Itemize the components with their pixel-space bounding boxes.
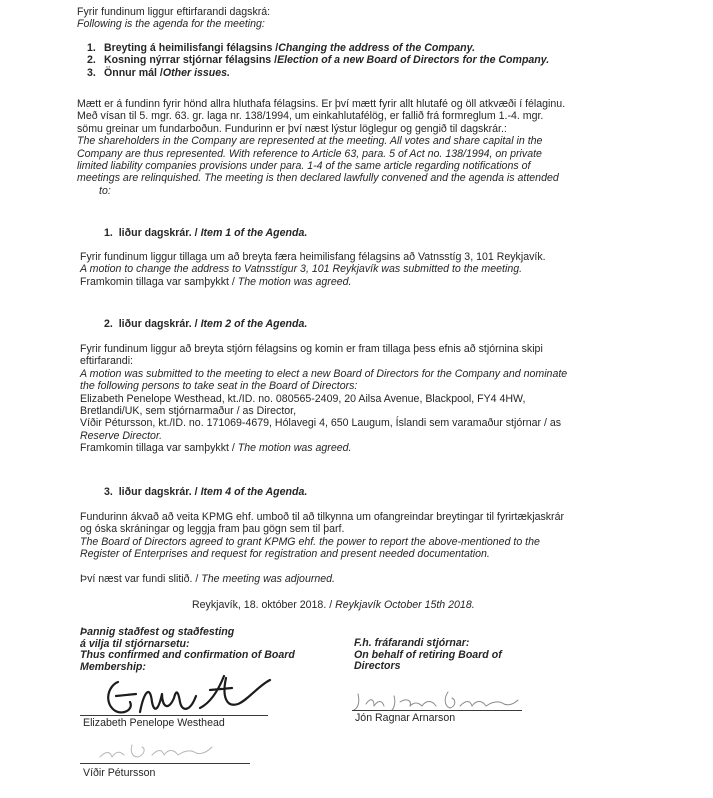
signature-heading-right bbox=[354, 638, 502, 673]
item-heading-number: 3. bbox=[104, 486, 113, 498]
date-line bbox=[192, 599, 475, 611]
signature-heading-line: Directors bbox=[354, 660, 401, 673]
item-heading-en: Item 1 of the Agenda. bbox=[200, 227, 308, 239]
agenda-item-title-is: Kosning nýrrar stjórnar félagsins / bbox=[104, 54, 278, 67]
signature-heading-line: Þannig staðfest og staðfesting bbox=[80, 626, 235, 638]
item-body-line: The Board of Directors agreed to grant KPMG ehf. the power to report the above-mentioned to the bbox=[80, 535, 540, 548]
date-en: Reykjavík October 15th 2018. bbox=[335, 599, 475, 611]
signature-heading-line: Membership: bbox=[80, 660, 146, 673]
attendance-line-en: limited liability companies provisions under para. 1-4 of the same article regarding notifications of bbox=[77, 160, 531, 173]
adjourned-line bbox=[80, 573, 335, 585]
signature-heading-line: á vilja til stjórnarsetu: bbox=[80, 637, 190, 650]
signer-name-bottom: Víðir Pétursson bbox=[83, 767, 156, 779]
item-body-line: Fyrir fundinum liggur að breyta stjórn félagsins og komin er fram tillaga þess efnis að stjórnina skipi bbox=[80, 343, 543, 355]
adjourned-is: Því næst var fundi slitið. / bbox=[80, 573, 202, 585]
agenda-item bbox=[87, 54, 549, 66]
item-result bbox=[80, 442, 640, 454]
item-body-line: Víðir Pétursson, kt./ID. no. 171069-4679, Hólavegi 4, 650 Laugum, Íslandi sem varamaður stjórnar / as bbox=[80, 417, 562, 430]
agenda-item-title-en: Changing the address of the Company. bbox=[278, 42, 476, 54]
attendance-line-en: The shareholders in the Company are represented at the meeting. All votes and share capital in the bbox=[77, 135, 543, 148]
item-heading-en: Item 4 of the Agenda. bbox=[200, 486, 308, 498]
item-heading-en: Item 2 of the Agenda. bbox=[200, 318, 308, 330]
signature-heading-line: Thus confirmed and confirmation of Board bbox=[80, 649, 295, 662]
item-body-line: Elizabeth Penelope Westhead, kt./ID. no. 080565-2409, 20 Ailsa Avenue, Blackpool, FY4 4HW, bbox=[80, 392, 526, 405]
signature-line-left bbox=[80, 715, 268, 716]
agenda-item-number: 2. bbox=[87, 54, 96, 67]
item-3-heading bbox=[104, 486, 307, 498]
item-result-is: Framkomin tillaga var samþykkt / bbox=[80, 275, 238, 288]
signature-heading-left bbox=[80, 627, 295, 673]
signer-name-right: Jón Ragnar Arnarson bbox=[355, 712, 456, 724]
item-heading-number: 1. bbox=[104, 227, 113, 239]
attendance-line-is: Mætt er á fundinn fyrir hönd allra hluthafa félagsins. Er því mætt fyrir allt hlutafé og öll atkvæði í félaginu. bbox=[77, 98, 566, 110]
agenda-item bbox=[87, 67, 549, 79]
item-body-line: eftirfarandi: bbox=[80, 355, 133, 368]
adjourned-en: The meeting was adjourned. bbox=[201, 573, 335, 585]
item-result-en: The motion was agreed. bbox=[237, 442, 352, 455]
agenda-item bbox=[87, 42, 549, 54]
item-body-line: A motion to change the address to Vatnsstígur 3, 101 Reykjavík was submitted to the meeting. bbox=[80, 263, 523, 276]
item-result bbox=[80, 276, 640, 288]
attendance-line-en: Company are thus represented. With reference to Article 63, para. 5 of Act no. 138/1994, on private bbox=[77, 147, 542, 160]
attendance-line-en: meetings are relinquished. The meeting is then declared lawfully convened and the agenda is attended bbox=[77, 172, 559, 185]
item-2-heading bbox=[104, 318, 307, 330]
item-heading-is: liður dagskrár. / bbox=[118, 318, 201, 330]
intro-text-is: Fyrir fundinum liggur eftirfarandi dagskrá: bbox=[77, 6, 271, 18]
attendance-line-is: sömu greinar um fundarboðun. Fundurinn er því næst lýstur löglegur og gengið til dagskrár.: bbox=[77, 122, 507, 135]
item-body-line: Fyrir fundinum liggur tillaga um að breyta færa heimilisfang félagsins að Vatnsstíg 3, 101 Reykjavík. bbox=[80, 251, 546, 263]
agenda-item-number: 3. bbox=[87, 66, 96, 79]
agenda-list bbox=[87, 42, 549, 79]
item-body-line: Reserve Director. bbox=[80, 429, 163, 442]
item-1-heading bbox=[104, 227, 307, 239]
attendance-paragraph bbox=[77, 98, 637, 197]
item-result-en: The motion was agreed. bbox=[237, 275, 352, 288]
item-1-body bbox=[80, 251, 640, 288]
signature-line-bottom bbox=[80, 763, 250, 764]
item-heading-is: liður dagskrár. / bbox=[118, 486, 201, 498]
item-body-line: Bretlandi/UK, sem stjórnarmaður / as Director, bbox=[80, 405, 297, 418]
item-body-line: Fundurinn ákvað að veita KPMG ehf. umboð til að tilkynna um ofangreindar breytingar til fyrirtækjaskrár bbox=[80, 511, 565, 523]
item-body-line: Register of Enterprises and request for registration and present needed documentation. bbox=[80, 548, 490, 561]
signature-heading-line: On behalf of retiring Board of bbox=[354, 648, 502, 661]
agenda-item-title-en: Other issues. bbox=[162, 66, 230, 79]
agenda-item-title-is: Breyting á heimilisfangi félagsins / bbox=[104, 42, 279, 54]
signature-bottom-image bbox=[96, 737, 216, 765]
intro-text-en: Following is the agenda for the meeting: bbox=[77, 18, 265, 30]
signature-heading-line: F.h. fráfarandi stjórnar: bbox=[354, 637, 470, 649]
attendance-line-is: Með vísan til 5. mgr. 63. gr. laga nr. 138/1994, um einkahlutafélög, er fallið frá formreglum 1.-4. mgr. bbox=[77, 110, 544, 123]
agenda-item-title-en: Election of a new Board of Directors for the Company. bbox=[277, 54, 550, 67]
signer-name-left: Elizabeth Penelope Westhead bbox=[83, 717, 225, 729]
item-heading-is: liður dagskrár. / bbox=[118, 227, 201, 239]
item-2-body bbox=[80, 343, 640, 455]
attendance-line-en: to: bbox=[99, 184, 111, 197]
signature-line-right bbox=[352, 710, 522, 711]
item-3-body bbox=[80, 511, 640, 561]
item-body-line: og óska skráningar og leggja fram þau gögn sem til þarf. bbox=[80, 523, 345, 536]
agenda-item-number: 1. bbox=[87, 42, 96, 54]
signature-left-image bbox=[100, 672, 280, 720]
item-body-line: the following persons to take seat in the Board of Directors: bbox=[80, 380, 358, 393]
item-result-is: Framkomin tillaga var samþykkt / bbox=[80, 442, 238, 455]
item-body-line: A motion was submitted to the meeting to elect a new Board of Directors for the Company and nominate bbox=[80, 367, 568, 380]
date-is: Reykjavík, 18. október 2018. / bbox=[192, 599, 336, 611]
agenda-item-title-is: Önnur mál / bbox=[104, 66, 163, 79]
item-heading-number: 2. bbox=[104, 318, 113, 330]
